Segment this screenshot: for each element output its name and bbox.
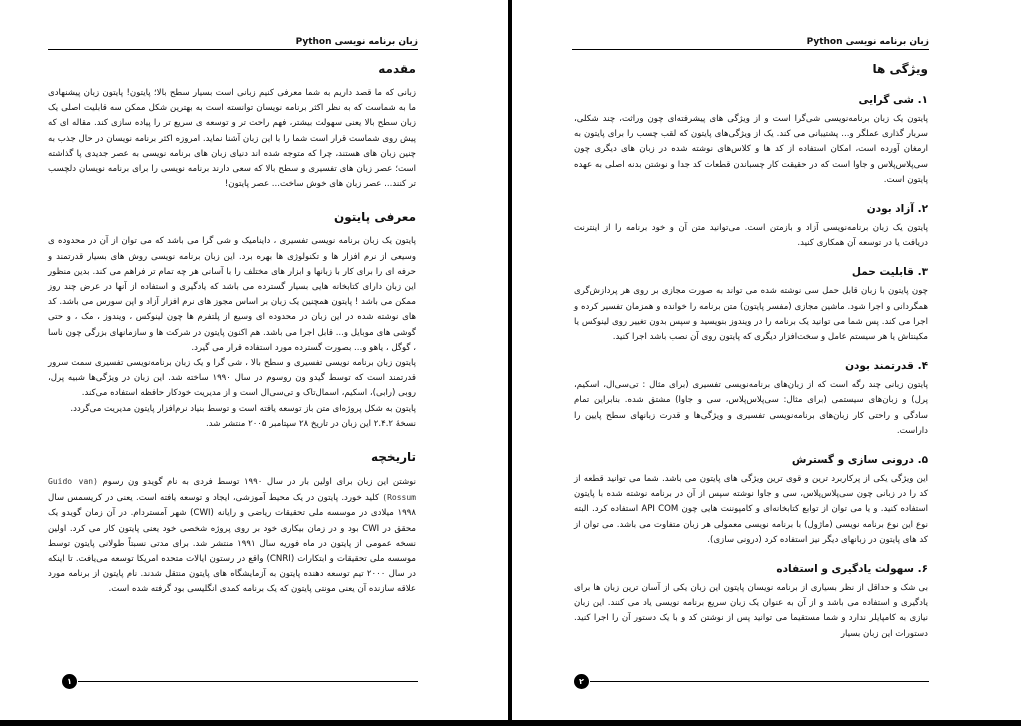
page-2	[512, 0, 1021, 720]
python-intro-paragraph-2: پایتون زبان برنامه نویسی تفسیری و سطح بالا ، شی گرا و یک زبان برنامه‌نویسی تفسیری سمت سرور قدرتمند است که توسط گیدو ون روسوم در سال ۱۹۹۰ ساخته شد. این زبان در ویژگی‌ها شبیه پرل، روبی (رابی)، اسکیم، اسمال‌تاک و تی‌سی‌ال است و از مدیریت خودکار حافظه استفاده می‌کند.	[48, 358, 417, 399]
history-text-before: نوشتن این زبان برای اولین بار در سال ۱۹۹۰ توسط فردی به نام گویدو ون رسوم	[102, 477, 417, 488]
feature-4-title: ۴. قدرتمند بودن	[845, 360, 928, 373]
feature-3-text: چون پایتون با زبان قابل حمل سی نوشته شده می تواند به صورت مجازی بر روی هر پردازش‌گری همگردانی و اجرا شود. ماشین مجازی (مفسر پایتون) متن برنامه را خوانده و همزمان تفسیر کرده و اجرا می کند. پس شما می توانید یک برنامه را در ویندوز بنویسید و سپس بدون تغییر روی لینوکس یا مکینتاش یا هر سیستم عامل و سخت‌افزار دیگری که پایتون روی آن نصب باشد اجرا کنید.	[574, 286, 928, 343]
running-header: زبان برنامه نویسی Python	[295, 37, 418, 47]
feature-4-text: پایتون زبانی چند رگه است که از زبان‌های برنامه‌نویسی تفسیری (برای مثال : تی‌سی‌ال، اسکیم، پرل) و زبان‌های سیستمی (برای مثال: سی‌پلاس‌پلاس، سی و جاوا) مشتق شده. بنابراین تمام سادگی و راحتی کار زبان‌های برنامه‌نویسی تفسیری و ویژگی‌ها و قدرت زبانهای سطح پایین را داراست.	[574, 380, 928, 436]
running-header: زبان برنامه نویسی Python	[806, 37, 929, 47]
header-rule	[572, 49, 929, 50]
feature-1-title: ۱. شی گرایی	[858, 94, 928, 106]
features-heading: ویژگی ها	[872, 62, 928, 76]
feature-6-text: بی شک و حداقل از نظر بسیاری از برنامه نویسان پایتون این زبان یکی از آسان ترین زبان ها برای یادگیری و استفاده می باشد و از آن به عنوان یک زبان سریع برنامه نویسی یاد می کنند. این زبان نیازی به کامپایلر ندارد و شما مستقیما می توانید پس از نوشتن کد و با یک دستور آن را اجرا کنید. دستورات این زبان بسیار	[574, 583, 928, 639]
intro-heading: مقدمه	[378, 62, 416, 76]
feature-2-text: پایتون یک زبان برنامه‌نویسی آزاد و بازمتن است. می‌توانید متن آن و خود برنامه را از اینترنت دریافت یا در توسعه آن همکاری کنید.	[574, 223, 928, 249]
history-text-after: کلید خورد. پایتون در یک محیط آموزشی، ایجاد و توسعه یافته است. یعنی در کریسمس سال ۱۹۹۸ میلادی در موسسه ملی تحقیقات ریاضی و رایانه (CWI) شهر آمستردام. در آن زمان گویدو یک محقق در CWI بود و در زمان بیکاری خود بر روی پروژه شخصی خود یعنی پایتون کار می کرد. اولین نسخه عمومی از پایتون در ماه فوریه سال ۱۹۹۱ منتشر شد. برای مدتی نسبتاً طولانی پایتون توسط موسسه ملی تحقیقات و ابتکارات (CNRI) واقع در رستون ایالات متحده امریکا توسعه می‌یافت. تا اینکه در سال ۲۰۰۰ تیم توسعه دهنده پایتون به آزمایشگاه های پایتون منتقل شدند. نام پایتون از برنامه مورد علاقه سازنده آن یعنی مونتی پایتون که یک برنامه کمدی انگلیسی بود گرفته شده است.	[48, 493, 416, 595]
history-paragraph	[48, 474, 416, 598]
feature-5-text: این ویژگی یکی از پرکاربرد ترین و قوی ترین ویژگی های پایتون می باشد. شما می توانید قطعه از کد را در زبانی چون سی‌پلاس‌پلاس، سی و جاوا نوشته سپس از آن در برنامه نوشته شده با پایتون استفاده کنید. و یا می توان از توابع کتابخانه‌ای و کامپوننت هایی چون API COM استفاده کرد. البته نوع این نوع برنامه نویسی (ماژول) با برنامه نویسی معمولی هر زبان متفاوت می باشد. می توان از کد های پایتون در زبانهای دیگر نیز استفاده کرد (درونی سازی).	[574, 474, 928, 545]
python-intro-paragraph-4: نسخهٔ ۲.۴.۲ این زبان در تاریخ ۲۸ سپتامبر ۲۰۰۵ منتشر شد.	[205, 418, 416, 429]
page-number-badge: ۱	[62, 674, 77, 689]
feature-2-title: ۲. آزاد بودن	[866, 203, 928, 216]
feature-1-text: پایتون یک زبان برنامه‌نویسی شی‌گرا است و از ویژگی های پیشرفته‌ای چون وراثت، چند شکلی، سربار گذاری عملگر و... پشتیبانی می کند. یک از ویژگی‌های پایتون که لقب چسب را برای پایتون به ارمغان آورده است، امکان استفاده از کد ها و کلاس‌های نوشته شده در زبان های دیگری چون سی‌پلاس‌پلاس و جاوا است که در حقیقت کار چسباندن قطعات کد جدا و نوشتن بدنه اصلی به عهده پایتون است.	[574, 114, 928, 185]
page-1-content	[48, 60, 416, 598]
python-intro-paragraph-1: پایتون یک زبان برنامه نویسی تفسیری ، داینامیک و شی گرا می باشد که می توان از آن در محدوده ی وسیعی از نرم افزار ها و تکنولوژی ها بهره برد. این زبان برنامه نویسی روش های بسیار قدرتمند و حرفه ای را برای کار با زبانها و ابزار های مختلف را با آسانی هر چه تمام تر فراهم می کند. بدین منظور این زبان دارای کتابخانه هایی بسیار گسترده می باشد که یادگیری و استفاده از آنها در عرض چند روز ممکن می باشد ! پایتون همچنین یک زبان بر اساس مجوز های نرم افزار آزاد و اپن سورس می باشد. کد های نوشته شده در این زبان در محدوده ای وسیع از پلتفرم ها چون لینوکس ، ویندوز ، مک ، و حتی گوشی های موبایل و... قابل اجرا می باشد. هم اکنون پایتون در شرکت ها و سازمانهای بزرگی چون ناسا ، گوگل ، یاهو و... بصورت گسترده مورد استفاده قرار می گیرد.	[48, 236, 416, 353]
python-intro-heading: معرفی پایتون	[333, 210, 416, 225]
feature-6-title: ۶. سهولت یادگیری و استفاده	[776, 563, 928, 576]
guido-name-latin: (Guido van Rossum)	[48, 477, 416, 503]
header-rule	[48, 49, 418, 50]
feature-3-title: ۳. قابلیت حمل	[851, 266, 928, 279]
intro-paragraph: زبانی که ما قصد داریم به شما معرفی کنیم زبانی است بسیار سطح بالا؛ پایتون! پایتون زبان پیشنهادی ما به شماست که به نظر اکثر برنامه نویسان توانسته است به بهترین شکل ممکن سه قابلیت اصلی یک زبان سطح بالا یعنی سهولت بیشتر، فهم راحت تر و توسعه ی سریع تر را پیاده سازی کند. مقاله ای که پیش روی شماست قرار است شما را با این زبان آشنا نماید. امروزه اکثر برنامه نویسان در حال جذب به چنین زبان های هستند، چرا که متوجه شده اند دنیای زبان های برنامه نویسی به عصر جدیدی پا گذاشته است؛ عصر زبان های تفسیری و سطح بالا که سعی دارند برنامه نویسی را برای برنامه نویسان دلچسب تر کنند... عصر زبان های خوش ساخت... عصر پایتون!	[48, 88, 416, 190]
page-1	[0, 0, 508, 720]
footer-rule	[590, 681, 929, 682]
feature-5-title: ۵. درونی سازی و گسترش	[791, 454, 928, 467]
page-2-content	[574, 60, 928, 642]
python-intro-paragraph-3: پایتون به شکل پروژه‌ای متن باز توسعه یافته است و توسط بنیاد نرم‌افزار پایتون مدیریت می‌گردد.	[70, 403, 416, 414]
history-heading: تاریخچه	[371, 450, 416, 465]
bottom-border	[0, 720, 1021, 726]
page-number-badge: ۲	[574, 674, 589, 689]
footer-rule	[78, 681, 418, 682]
